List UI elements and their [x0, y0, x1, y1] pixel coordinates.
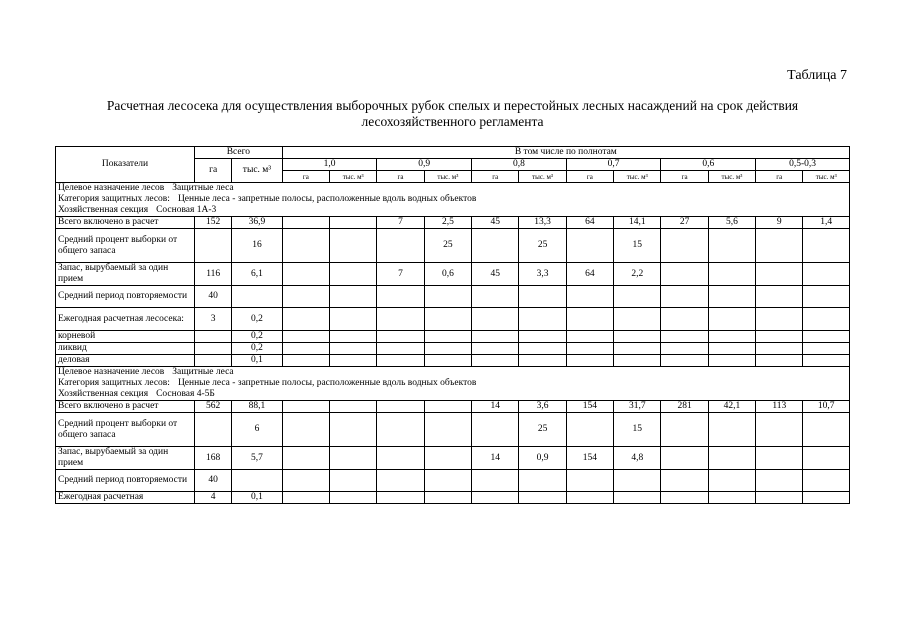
table-cell — [708, 343, 755, 355]
table-cell: 1,4 — [803, 217, 850, 229]
table-cell: 3,3 — [519, 263, 566, 286]
header-sub-ha: га — [756, 171, 803, 183]
table-cell — [282, 447, 329, 470]
table-cell — [661, 229, 708, 263]
table-cell — [424, 470, 471, 492]
table-cell — [566, 331, 613, 343]
row-label: Ежегодная расчетная — [56, 492, 195, 504]
section-info-row — [56, 378, 850, 389]
table-cell — [330, 413, 377, 447]
table-cell: 9 — [756, 217, 803, 229]
table-cell — [424, 286, 471, 308]
row-label: деловая — [56, 355, 195, 367]
table-cell — [519, 470, 566, 492]
table-cell: 7 — [377, 217, 424, 229]
table-cell — [661, 413, 708, 447]
table-cell — [424, 355, 471, 367]
table-cell — [330, 401, 377, 413]
table-cell — [519, 492, 566, 504]
table-cell — [232, 286, 282, 308]
table-cell: 3,6 — [519, 401, 566, 413]
table-cell — [424, 308, 471, 331]
table-cell — [377, 401, 424, 413]
table-cell — [330, 492, 377, 504]
info-value: Сосновая 1А-3 — [156, 205, 217, 215]
table-cell — [803, 470, 850, 492]
table-cell: 10,7 — [803, 401, 850, 413]
table-cell — [472, 492, 519, 504]
table-cell — [661, 286, 708, 308]
header-total: Всего — [195, 147, 283, 159]
table-cell — [566, 308, 613, 331]
row-label: Запас, вырубаемый за один прием — [56, 447, 195, 470]
table-cell — [708, 447, 755, 470]
table-cell — [614, 492, 661, 504]
table-cell — [661, 355, 708, 367]
info-value: Ценные леса - запретные полосы, расположенные вдоль водных объектов — [177, 194, 477, 204]
table-cell — [195, 229, 232, 263]
table-cell — [519, 355, 566, 367]
table-cell — [472, 229, 519, 263]
table-cell: 14,1 — [614, 217, 661, 229]
info-label: Категория защитных лесов: — [58, 194, 170, 204]
table-cell — [756, 263, 803, 286]
row-label: Средний процент выборки от общего запаса — [56, 413, 195, 447]
table-cell: 14 — [472, 401, 519, 413]
header-sub-ths: тыс. м³ — [803, 171, 850, 183]
table-cell: 113 — [756, 401, 803, 413]
table-cell — [377, 286, 424, 308]
section-info-cell — [56, 367, 850, 379]
table-cell — [708, 492, 755, 504]
table-cell: 116 — [195, 263, 232, 286]
table-cell — [424, 401, 471, 413]
info-label: Целевое назначение лесов — [58, 367, 165, 377]
table-cell: 5,6 — [708, 217, 755, 229]
row-label: Средний период повторяемости — [56, 470, 195, 492]
table-cell — [614, 343, 661, 355]
table-cell: 154 — [566, 401, 613, 413]
table-cell — [708, 470, 755, 492]
table-cell — [566, 413, 613, 447]
table-cell — [282, 331, 329, 343]
table-cell — [803, 413, 850, 447]
table-cell — [708, 308, 755, 331]
row-label: Запас, вырубаемый за один прием — [56, 263, 195, 286]
table-cell: 25 — [519, 413, 566, 447]
table-row — [56, 331, 850, 343]
table-cell — [282, 401, 329, 413]
table-cell — [566, 492, 613, 504]
header-sub-ha: га — [282, 171, 329, 183]
table-cell — [803, 355, 850, 367]
table-cell: 168 — [195, 447, 232, 470]
table-cell: 6 — [232, 413, 282, 447]
table-number: Таблица 7 — [787, 68, 847, 83]
table-cell — [756, 308, 803, 331]
table-cell — [472, 355, 519, 367]
table-cell — [377, 470, 424, 492]
section-info-cell — [56, 183, 850, 195]
page-title: Расчетная лесосека для осуществления выборочных рубок спелых и перестойных лесных насаждений на срок действия лесохозяйственного регламента — [106, 98, 799, 129]
table-cell — [661, 343, 708, 355]
table-cell — [756, 492, 803, 504]
table-cell: 25 — [424, 229, 471, 263]
table-row — [56, 217, 850, 229]
table-cell — [803, 343, 850, 355]
table-cell — [472, 470, 519, 492]
table-cell: 36,9 — [232, 217, 282, 229]
table-cell — [282, 229, 329, 263]
table-cell — [195, 413, 232, 447]
table-cell — [424, 343, 471, 355]
table-cell: 15 — [614, 229, 661, 263]
table-cell — [377, 308, 424, 331]
section-info-row — [56, 194, 850, 205]
header-sub-ha: га — [472, 171, 519, 183]
table-cell: 88,1 — [232, 401, 282, 413]
table-cell: 45 — [472, 217, 519, 229]
table-cell — [756, 331, 803, 343]
table-cell: 2,2 — [614, 263, 661, 286]
table-cell — [661, 331, 708, 343]
table-cell: 6,1 — [232, 263, 282, 286]
table-cell — [519, 331, 566, 343]
header-sub-ha: га — [566, 171, 613, 183]
section-info-cell — [56, 194, 850, 205]
table-cell — [566, 355, 613, 367]
table-row — [56, 413, 850, 447]
header-total-ha: га — [195, 159, 232, 183]
table-cell — [661, 470, 708, 492]
header-density-2: 0,9 — [377, 159, 472, 171]
table-cell — [708, 263, 755, 286]
header-sub-ths: тыс. м³ — [424, 171, 471, 183]
table-cell — [282, 286, 329, 308]
table-cell — [282, 470, 329, 492]
table-cell — [519, 308, 566, 331]
section-info-cell — [56, 389, 850, 401]
table-cell: 0,6 — [424, 263, 471, 286]
header-incl: В том числе по полнотам — [282, 147, 849, 159]
table-cell — [756, 413, 803, 447]
table-cell — [330, 217, 377, 229]
table-cell — [756, 286, 803, 308]
table-cell — [377, 229, 424, 263]
table-cell: 64 — [566, 217, 613, 229]
table-cell — [472, 343, 519, 355]
table-cell — [330, 470, 377, 492]
row-label: Средний период повторяемости — [56, 286, 195, 308]
table-cell — [803, 331, 850, 343]
header-row-1 — [56, 147, 850, 159]
table-cell: 45 — [472, 263, 519, 286]
table-cell: 7 — [377, 263, 424, 286]
table-cell — [232, 470, 282, 492]
table-cell: 0,2 — [232, 331, 282, 343]
table-cell: 2,5 — [424, 217, 471, 229]
section-info-cell — [56, 205, 850, 217]
header-density-5: 0,6 — [661, 159, 756, 171]
header-sub-ths: тыс. м³ — [330, 171, 377, 183]
section-info-row — [56, 205, 850, 217]
table-cell — [424, 492, 471, 504]
table-cell — [519, 343, 566, 355]
table-cell: 3 — [195, 308, 232, 331]
table-cell: 154 — [566, 447, 613, 470]
table-cell: 562 — [195, 401, 232, 413]
row-label: Средний процент выборки от общего запаса — [56, 229, 195, 263]
header-sub-ths: тыс. м³ — [519, 171, 566, 183]
table-cell: 25 — [519, 229, 566, 263]
info-value: Защитные леса — [172, 183, 234, 193]
row-label: Всего включено в расчет — [56, 217, 195, 229]
cutting-area-table — [55, 146, 850, 504]
table-cell — [282, 263, 329, 286]
table-cell — [661, 308, 708, 331]
table-cell: 0,2 — [232, 343, 282, 355]
table-cell — [195, 343, 232, 355]
info-value: Сосновая 4-5Б — [156, 389, 215, 399]
header-density-6: 0,5-0,3 — [756, 159, 850, 171]
table-cell — [756, 355, 803, 367]
table-cell — [195, 355, 232, 367]
table-cell: 27 — [661, 217, 708, 229]
table-cell — [282, 217, 329, 229]
info-value: Ценные леса - запретные полосы, расположенные вдоль водных объектов — [177, 378, 477, 388]
table-cell — [330, 229, 377, 263]
table-row — [56, 492, 850, 504]
table-cell — [282, 308, 329, 331]
table-row — [56, 229, 850, 263]
header-density-4: 0,7 — [566, 159, 661, 171]
table-cell — [282, 355, 329, 367]
table-cell — [803, 229, 850, 263]
row-label: корневой — [56, 331, 195, 343]
table-row — [56, 470, 850, 492]
table-cell — [377, 413, 424, 447]
table-cell — [566, 343, 613, 355]
table-cell — [708, 331, 755, 343]
table-cell — [330, 343, 377, 355]
table-cell: 281 — [661, 401, 708, 413]
table-cell: 42,1 — [708, 401, 755, 413]
section-info-row — [56, 183, 850, 195]
table-cell — [661, 263, 708, 286]
table-cell: 40 — [195, 286, 232, 308]
table-cell — [614, 331, 661, 343]
table-cell — [377, 343, 424, 355]
table-cell — [803, 447, 850, 470]
table-cell — [803, 286, 850, 308]
table-cell — [661, 447, 708, 470]
section-info-row — [56, 367, 850, 379]
table-cell: 152 — [195, 217, 232, 229]
header-density-1: 1,0 — [282, 159, 377, 171]
table-row — [56, 401, 850, 413]
table-cell: 0,1 — [232, 355, 282, 367]
table-row — [56, 355, 850, 367]
table-cell — [424, 413, 471, 447]
info-label: Целевое назначение лесов — [58, 183, 165, 193]
table-cell — [566, 286, 613, 308]
table-cell — [661, 492, 708, 504]
table-row — [56, 263, 850, 286]
row-label: ликвид — [56, 343, 195, 355]
table-cell: 0,2 — [232, 308, 282, 331]
table-cell — [614, 355, 661, 367]
info-label: Хозяйственная секция — [58, 389, 149, 399]
table-cell — [377, 355, 424, 367]
header-sub-ha: га — [377, 171, 424, 183]
table-cell: 31,7 — [614, 401, 661, 413]
table-cell — [756, 470, 803, 492]
table-cell — [472, 331, 519, 343]
info-label: Категория защитных лесов: — [58, 378, 170, 388]
table-cell — [708, 229, 755, 263]
table-cell — [566, 470, 613, 492]
section-info-cell — [56, 378, 850, 389]
table-row — [56, 308, 850, 331]
table-cell — [424, 331, 471, 343]
table-row — [56, 447, 850, 470]
table-cell — [566, 229, 613, 263]
table-cell — [803, 308, 850, 331]
table-cell — [330, 355, 377, 367]
table-cell: 0,9 — [519, 447, 566, 470]
table-cell — [803, 263, 850, 286]
table-cell: 4,8 — [614, 447, 661, 470]
table-cell — [472, 286, 519, 308]
table-cell — [756, 343, 803, 355]
table-cell — [330, 263, 377, 286]
table-row — [56, 286, 850, 308]
row-label: Всего включено в расчет — [56, 401, 195, 413]
table-cell: 5,7 — [232, 447, 282, 470]
table-cell — [756, 447, 803, 470]
table-cell — [708, 355, 755, 367]
table-cell — [614, 286, 661, 308]
table-cell: 4 — [195, 492, 232, 504]
info-value: Защитные леса — [172, 367, 234, 377]
table-cell — [614, 308, 661, 331]
info-label: Хозяйственная секция — [58, 205, 149, 215]
table-cell — [377, 447, 424, 470]
table-cell — [282, 492, 329, 504]
table-cell — [377, 492, 424, 504]
table-row — [56, 343, 850, 355]
table-cell — [519, 286, 566, 308]
table-cell — [330, 447, 377, 470]
table-cell — [330, 331, 377, 343]
table-cell: 64 — [566, 263, 613, 286]
section-info-row — [56, 389, 850, 401]
header-sub-ha: га — [661, 171, 708, 183]
table-cell — [424, 447, 471, 470]
table-cell: 15 — [614, 413, 661, 447]
table-cell — [614, 470, 661, 492]
table-cell: 13,3 — [519, 217, 566, 229]
header-indicators: Показатели — [56, 147, 195, 183]
table-cell: 14 — [472, 447, 519, 470]
header-sub-ths: тыс. м³ — [614, 171, 661, 183]
table-cell — [195, 331, 232, 343]
table-cell: 16 — [232, 229, 282, 263]
table-cell: 0,1 — [232, 492, 282, 504]
table-cell — [803, 492, 850, 504]
table-cell — [377, 331, 424, 343]
table-cell — [472, 308, 519, 331]
table-cell: 40 — [195, 470, 232, 492]
table-cell — [756, 229, 803, 263]
table-cell — [282, 343, 329, 355]
header-sub-ths: тыс. м³ — [708, 171, 755, 183]
header-total-ths: тыс. м³ — [232, 159, 282, 183]
table-cell — [330, 308, 377, 331]
table-cell — [472, 413, 519, 447]
table-cell — [708, 413, 755, 447]
table-cell — [708, 286, 755, 308]
table-cell — [282, 413, 329, 447]
table-cell — [330, 286, 377, 308]
row-label: Ежегодная расчетная лесосека: — [56, 308, 195, 331]
header-density-3: 0,8 — [472, 159, 567, 171]
